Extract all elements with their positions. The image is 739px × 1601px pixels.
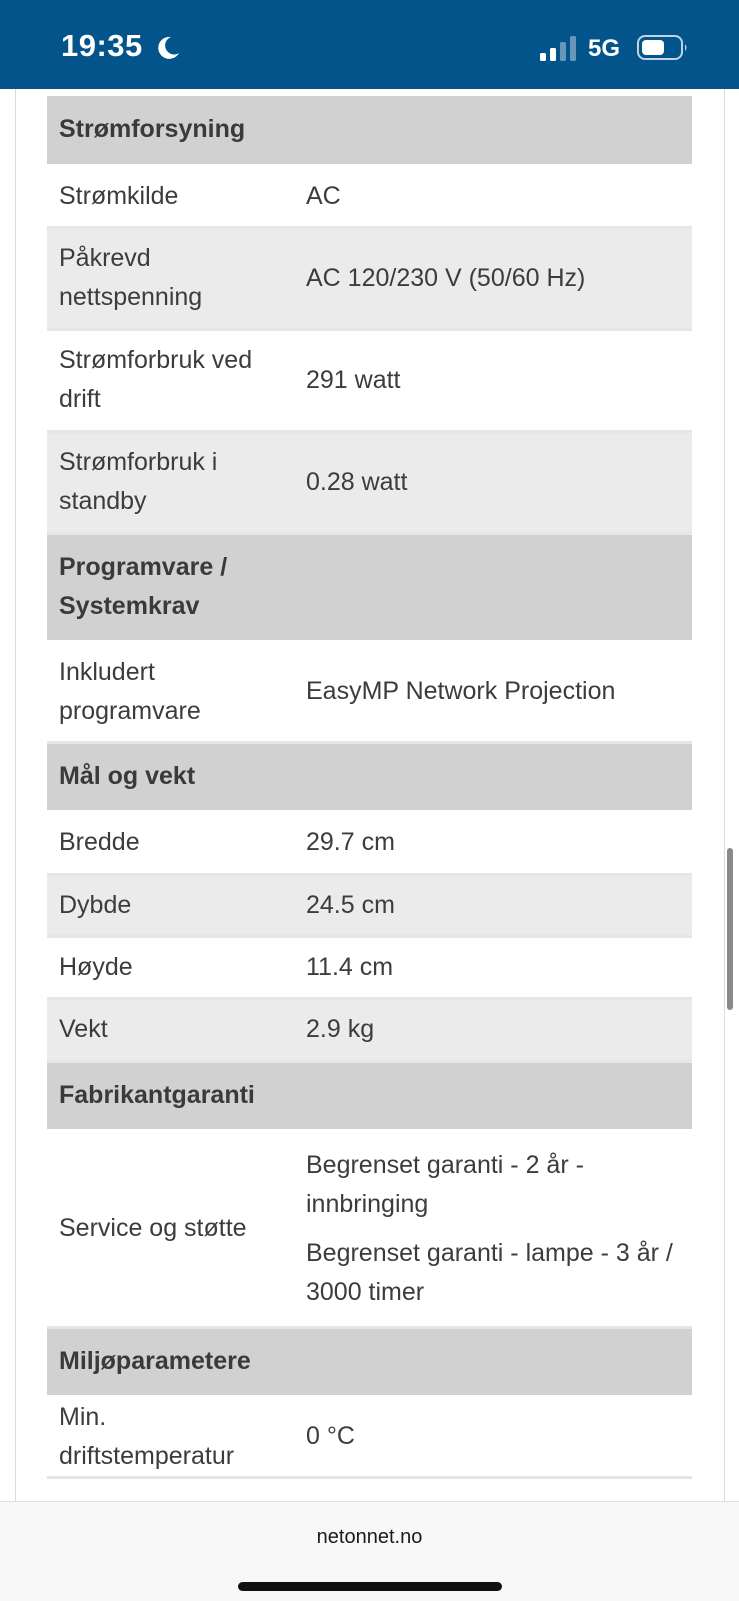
section-header — [47, 742, 692, 811]
spec-value-line: EasyMP Network Projection — [306, 677, 616, 705]
spec-label: Strømforbruk ved drift — [47, 329, 294, 431]
section-title: Programvare / Systemkrav — [47, 533, 294, 641]
spec-row — [47, 874, 692, 936]
spec-row — [47, 165, 692, 227]
section-title: Fabrikantgaranti — [47, 1061, 294, 1130]
spec-row — [47, 329, 692, 431]
spec-value — [294, 1130, 692, 1327]
spec-table — [47, 96, 692, 1479]
spec-label: Påkrevd nettspenning — [47, 227, 294, 329]
signal-icon — [539, 36, 579, 62]
moon-icon — [154, 34, 182, 62]
spec-value — [294, 641, 692, 742]
section-header-empty-cell — [294, 96, 692, 165]
spec-value — [294, 165, 692, 227]
spec-label: Høyde — [47, 936, 294, 998]
spec-value-line: 29.7 cm — [306, 828, 395, 856]
battery-icon — [637, 35, 689, 61]
section-title: Mål og vekt — [47, 742, 294, 811]
spec-value-line: 24.5 cm — [306, 890, 395, 919]
section-header-empty-cell — [294, 1327, 692, 1396]
spec-label: Bredde — [47, 811, 294, 874]
spec-value-line: Begrenset garanti - 2 år - innbringing — [306, 1150, 584, 1218]
spec-value-line: 0 °C — [306, 1422, 355, 1450]
spec-label: Inkludert programvare — [47, 641, 294, 742]
spec-value — [294, 431, 692, 533]
url-label[interactable]: netonnet.no — [316, 1526, 423, 1548]
spec-label: Vekt — [47, 998, 294, 1061]
spec-row — [47, 1396, 692, 1477]
browser-bottom-bar — [0, 1501, 739, 1601]
spec-label: Strømkilde — [47, 165, 294, 227]
spec-value-line: Begrenset garanti - lampe - 3 år / 3000 timer — [306, 1238, 673, 1306]
spec-label: Min. driftstemperatur — [47, 1396, 294, 1477]
spec-value — [294, 936, 692, 998]
section-header — [47, 533, 692, 641]
spec-row — [47, 998, 692, 1061]
spec-value — [294, 811, 692, 874]
spec-value-line: AC 120/230 V (50/60 Hz) — [306, 263, 586, 292]
section-title: Strømforsyning — [47, 96, 294, 165]
section-header-empty-cell — [294, 533, 692, 641]
spec-label: Dybde — [47, 874, 294, 936]
spec-value — [294, 998, 692, 1061]
spec-value — [294, 1396, 692, 1477]
spec-row — [47, 936, 692, 998]
spec-value-line: 11.4 cm — [306, 952, 394, 981]
section-header — [47, 1327, 692, 1396]
spec-value — [294, 227, 692, 329]
section-header — [47, 96, 692, 165]
spec-row — [47, 811, 692, 874]
spec-value-line: 0.28 watt — [306, 467, 408, 496]
section-header-empty-cell — [294, 1061, 692, 1130]
status-time: 19:35 — [61, 28, 143, 63]
spec-label: Service og støtte — [47, 1130, 294, 1327]
spec-label: Strømforbruk i standby — [47, 431, 294, 533]
spec-row — [47, 227, 692, 329]
section-header — [47, 1061, 692, 1130]
section-title: Miljøparametere — [47, 1327, 294, 1396]
status-bar — [0, 0, 739, 89]
spec-row — [47, 1130, 692, 1327]
spec-table-body — [47, 96, 692, 1477]
spec-value-line: 2.9 kg — [306, 1015, 375, 1043]
spec-value-line: 291 watt — [306, 365, 401, 394]
scrollbar[interactable] — [727, 848, 733, 1010]
spec-value — [294, 329, 692, 431]
spec-row — [47, 641, 692, 742]
network-label: 5G — [588, 35, 621, 62]
spec-value — [294, 874, 692, 936]
section-header-empty-cell — [294, 742, 692, 811]
home-indicator[interactable] — [238, 1582, 502, 1591]
spec-row — [47, 431, 692, 533]
spec-value-line: AC — [306, 181, 341, 210]
